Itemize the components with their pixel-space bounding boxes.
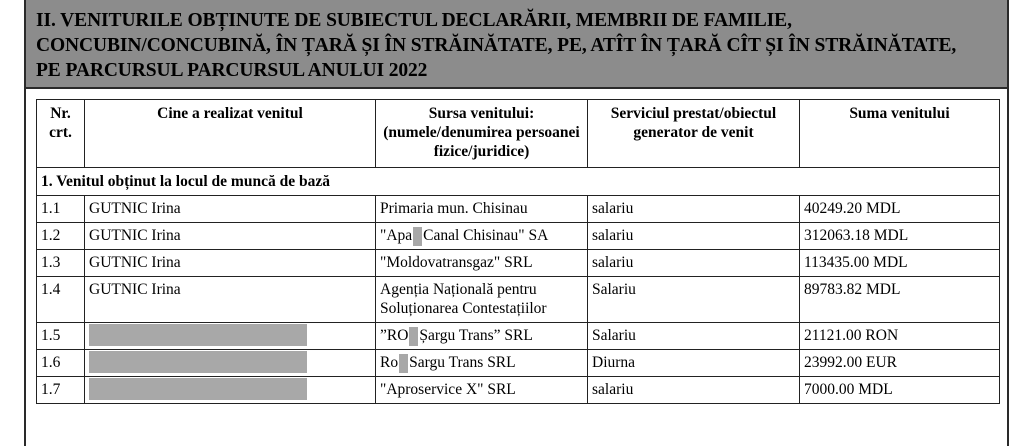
cell-source: Primaria mun. Chisinau: [376, 196, 588, 223]
cell-amount: 40249.20 MDL: [800, 196, 1000, 223]
redaction-mark: [409, 327, 418, 346]
redaction-block: [89, 324, 307, 346]
table-row: [37, 350, 1000, 377]
table-row: [37, 250, 1000, 277]
source-text-part: Canal Chisinau" SA: [423, 227, 549, 244]
cell-nr: 1.7: [37, 377, 85, 404]
source-text-part: ”RO: [380, 327, 409, 344]
source-text-part: Ro: [380, 354, 399, 371]
table-row: [37, 323, 1000, 350]
cell-service: salariu: [588, 196, 800, 223]
cell-amount: 21121.00 RON: [800, 323, 1000, 350]
declaration-section: [24, 0, 1009, 446]
cell-nr: 1.1: [37, 196, 85, 223]
cell-amount: 89783.82 MDL: [800, 277, 1000, 323]
source-text-part: Sargu Trans SRL: [409, 354, 516, 371]
cell-who: [85, 350, 376, 377]
cell-source: [376, 223, 588, 250]
cell-source: "Moldovatransgaz" SRL: [376, 250, 588, 277]
cell-who: [85, 377, 376, 404]
section-title-line-3: PE PARCURSUL PARCURSUL ANULUI 2022: [36, 60, 428, 81]
cell-service: Salariu: [588, 277, 800, 323]
cell-who: [85, 323, 376, 350]
redaction-mark: [399, 354, 408, 373]
col-header-source: Sursa venitului: (numele/denumirea persoanei fizice/juridice): [376, 100, 588, 168]
table-row: [37, 377, 1000, 404]
cell-service: salariu: [588, 223, 800, 250]
cell-service: Diurna: [588, 350, 800, 377]
cell-source: [376, 350, 588, 377]
cell-nr: 1.4: [37, 277, 85, 323]
cell-who: GUTNIC Irina: [85, 223, 376, 250]
cell-source: Agenția Națională pentru Soluționarea Contestațiilor: [376, 277, 588, 323]
cell-amount: 7000.00 MDL: [800, 377, 1000, 404]
section-header: [26, 0, 1007, 89]
table-row: [37, 196, 1000, 223]
redaction-block: [89, 351, 307, 373]
cell-source: "Aproservice X" SRL: [376, 377, 588, 404]
cell-service: salariu: [588, 377, 800, 404]
cell-source: [376, 323, 588, 350]
cell-service: Salariu: [588, 323, 800, 350]
table-row: [37, 277, 1000, 323]
section-row-title: 1. Venitul obținut la locul de muncă de bază: [37, 168, 1000, 196]
cell-nr: 1.5: [37, 323, 85, 350]
redaction-mark: [413, 227, 422, 246]
cell-who: GUTNIC Irina: [85, 196, 376, 223]
cell-amount: 113435.00 MDL: [800, 250, 1000, 277]
cell-nr: 1.3: [37, 250, 85, 277]
cell-who: GUTNIC Irina: [85, 250, 376, 277]
cell-nr: 1.2: [37, 223, 85, 250]
cell-who: GUTNIC Irina: [85, 277, 376, 323]
redaction-block: [89, 378, 307, 400]
section-title-line-1: II. VENITURILE OBȚINUTE DE SUBIECTUL DECLARĂRII, MEMBRII DE FAMILIE,: [36, 10, 792, 31]
section-title-line-2: CONCUBIN/CONCUBINĂ, ÎN ȚARĂ ȘI ÎN STRĂINĂTATE, PE, ATÎT ÎN ȚARĂ CÎT ȘI ÎN STRĂINĂTATE,: [36, 35, 957, 56]
cell-nr: 1.6: [37, 350, 85, 377]
section-row: [37, 168, 1000, 196]
source-text-part: Șargu Trans” SRL: [419, 327, 533, 344]
table-header-row: [37, 100, 1000, 168]
cell-amount: 312063.18 MDL: [800, 223, 1000, 250]
cell-amount: 23992.00 EUR: [800, 350, 1000, 377]
col-header-who: Cine a realizat venitul: [85, 100, 376, 168]
col-header-amount: Suma venitului: [800, 100, 1000, 168]
income-table: [36, 99, 1000, 404]
cell-service: salariu: [588, 250, 800, 277]
table-row: [37, 223, 1000, 250]
col-header-nr: Nr. crt.: [37, 100, 85, 168]
col-header-service: Serviciul prestat/obiectul generator de venit: [588, 100, 800, 168]
source-text-part: "Apa: [380, 227, 413, 244]
